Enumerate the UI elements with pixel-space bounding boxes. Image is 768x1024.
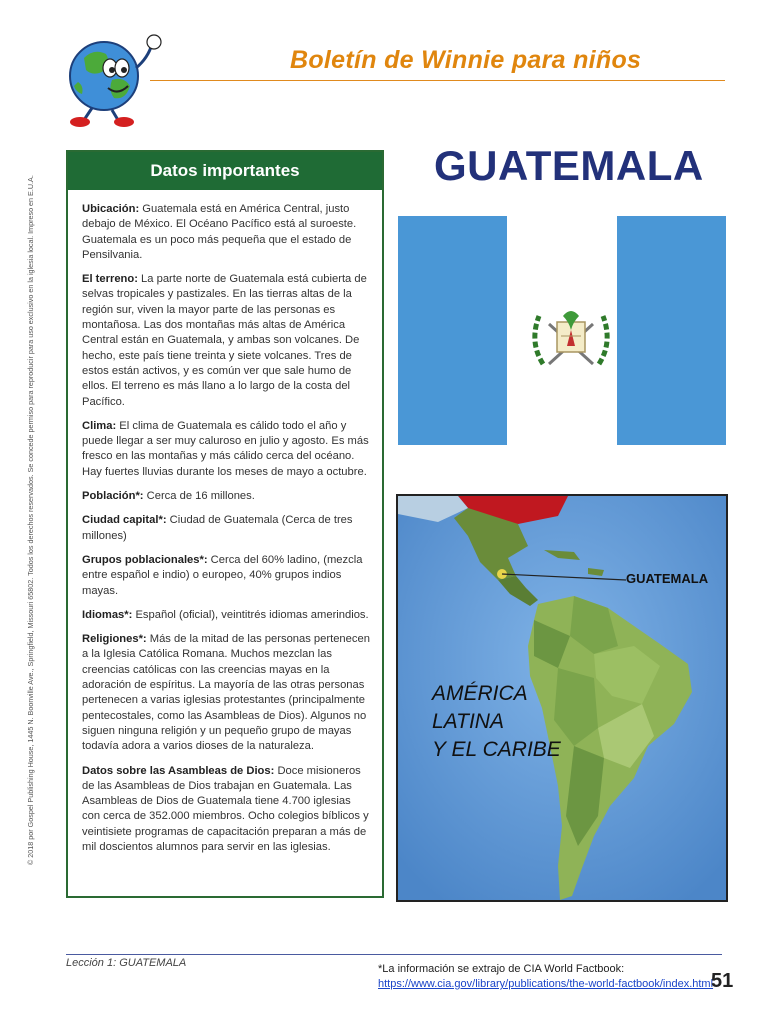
fact-religions [82,632,370,754]
flag-band-center [507,216,616,445]
fact-assemblies-of-god [82,764,370,856]
fact-label: Ciudad capital*: [82,514,167,527]
page-number: 51 [711,970,734,992]
fact-label: El terreno: [82,273,138,286]
fact-population [82,489,370,504]
fact-text: Ciudad de Guatemala (Cerca de tres millones) [82,514,353,542]
map-country-label: GUATEMALA [626,571,709,586]
bulletin-title: Boletín de Winnie para niños [290,46,642,74]
fact-languages [82,608,370,623]
fact-text: Más de la mitad de las personas pertenecen a la Iglesia Católica Romana. Muchos mezclan las creencias católicas con las creencias mayas en la adoración de espíritus. La mayoría de las otras personas pertenecen a varias iglesias protestantes (principalmente pentecostales, como las Asambleas de Dios). Algunos no siguen ninguna religión y un pequeño grupo de mayas todavía adora a varios dioses de la naturaleza. [82,633,370,753]
copyright-credit: © 2018 por Gospel Publishing House, 1445 N. Boonville Ave., Springfield, Missouri 65802. Todos los derechos reservados. Se concede permiso para reproducir para uso exclusivo en la iglesia local. Impreso en E.U.A. [26,175,35,865]
fact-label: Idiomas*: [82,608,133,621]
fact-label: Ubicación: [82,203,140,215]
fact-text: Guatemala está en América Central, justo debajo de México. El Océano Pacífico está al suroeste. Guatemala es un poco más pequeña que el estado de Pensilvania. [82,203,357,261]
flag-band-left [398,216,507,445]
footer-rule [66,954,722,955]
source-text: *La información se extrajo de CIA World Factbook: [378,963,625,975]
map-region-line: LATINA [432,710,504,733]
facts-heading: Datos importantes [68,152,382,190]
fact-text: El clima de Guatemala es cálido todo el año y puede llegar a ser muy caluroso en julio y agosto. Es más fresco en las montañas y más cálido cerca del océano. Hay fuertes lluvias durante los meses de mayo a octubre. [82,419,369,478]
fact-location [82,202,370,263]
fact-text: Español (oficial), veintitrés idiomas amerindios. [132,608,369,621]
fact-text: Cerca del 60% ladino, (mezcla entre español e indio) o europeo, 40% grupos indios mayas. [82,553,363,597]
source-link[interactable]: https://www.cia.gov/library/publications/the-world-factbook/index.html [378,978,714,990]
fact-label: Población*: [82,490,144,503]
guatemala-flag [398,216,726,445]
fact-text: La parte norte de Guatemala está cubierta de selvas tropicales y pastizales. En las tierras altas de la región sur, viven la mayor parte de las personas es montañosa. Las dos montañas más altas de América Central están en Guatemala, y ambas son volcanes. De hecho, este país tiene treinta y siete volcanes. Tres de estos están activos, y es común ver que sale humo de ellos. El terreno es más llano a lo largo de la costa del Pacífico. [82,273,367,408]
coat-of-arms-icon [521,294,621,384]
map-region-label [432,680,561,764]
country-title: GUATEMALA [434,142,704,189]
fact-label: Datos sobre las Asambleas de Dios: [82,764,275,777]
fact-text: Doce misioneros de las Asambleas de Dios trabajan en Guatemala. Las Asambleas de Dios de Guatemala tiene 4.700 iglesias con cerca de 352.000 miembros. Ocho colegios bíblicos y veintisiete programas de capacitación preparan a más de mil doscientos alumnos para servir en las iglesias. [82,764,369,853]
fact-label: Clima: [82,419,117,432]
source-note [378,962,713,992]
fact-population-groups [82,553,370,599]
header-rule [150,80,725,81]
winnie-globe-mascot-icon [62,28,172,130]
flag-band-right [617,216,726,445]
fact-text: Cerca de 16 millones. [143,490,255,503]
fact-label: Religiones*: [82,633,147,646]
fact-terrain [82,272,370,410]
map-region-line: AMÉRICA [432,682,528,705]
facts-box [66,150,384,898]
fact-climate [82,419,370,480]
facts-body [68,190,382,855]
fact-label: Grupos poblacionales*: [82,553,208,566]
map-region-line: Y EL CARIBE [432,738,561,761]
fact-capital [82,513,370,544]
lesson-label: Lección 1: GUATEMALA [66,957,187,969]
